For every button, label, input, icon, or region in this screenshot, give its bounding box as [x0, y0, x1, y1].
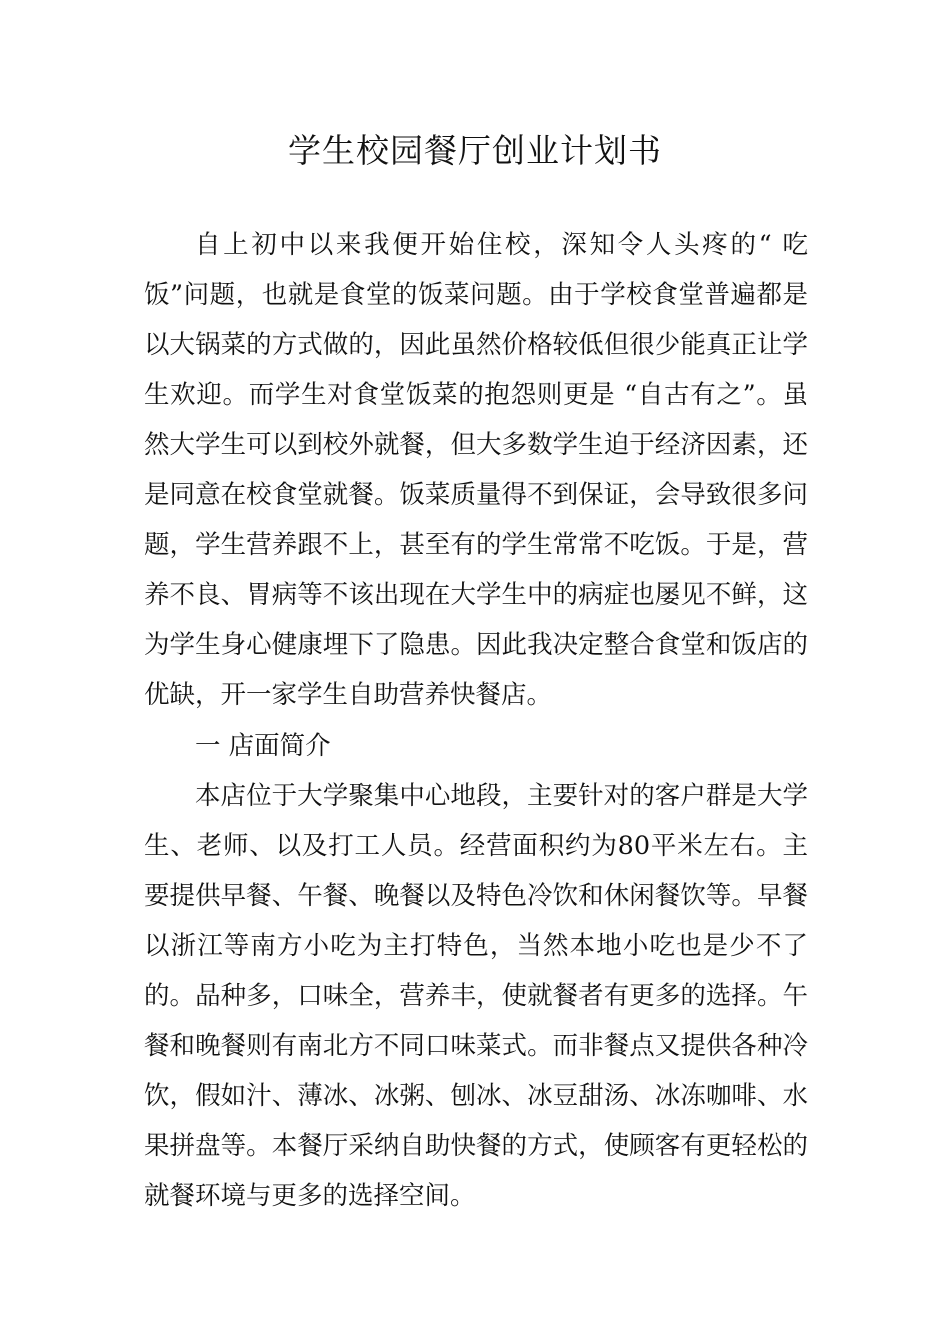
intro-block — [144, 220, 808, 720]
store-intro-paragraph: 本店位于大学聚集中心地段，主要针对的客户群是大学生、老师、以及打工人员。经营面积约为80平米左右。主要提供早餐、午餐、晚餐以及特色冷饮和休闲餐饮等。早餐以浙江等南方小吃为主打特色，当然本地小吃也是少不了的。品种多，口味全，营养丰，使就餐者有更多的选择。午餐和晚餐则有南北方不同口味菜式。而非餐点又提供各种冷饮，假如汁、薄冰、冰粥、刨冰、冰豆甜汤、冰冻咖啡、水果拼盘等。本餐厅采纳自助快餐的方式，使顾客有更轻松的就餐环境与更多的选择空间。 — [144, 781, 808, 1211]
store-intro-block — [144, 771, 808, 1221]
section-heading-block — [144, 721, 808, 771]
section-heading-store-intro: 一 店面简介 — [195, 731, 331, 761]
intro-paragraph: 自上初中以来我便开始住校，深知令人头疼的“ 吃饭”问题，也就是食堂的饭菜问题。由于学校食堂普遍都是以大锅菜的方式做的，因此虽然价格较低但很少能真正让学生欢迎。而学生对食堂饭菜的抱怨则更是 “自古有之”。虽然大学生可以到校外就餐，但大多数学生迫于经济因素，还是同意在校食堂就餐。饭菜质量得不到保证，会导致很多问题，学生营养跟不上，甚至有的学生常常不吃饭。于是，营养不良、胃病等不该出现在大学生中的病症也屡见不鲜，这为学生身心健康埋下了隐患。因此我决定整合食堂和饭店的优缺，开一家学生自助营养快餐店。 — [144, 230, 808, 710]
document-title: 学生校园餐厅创业计划书 — [288, 131, 662, 170]
